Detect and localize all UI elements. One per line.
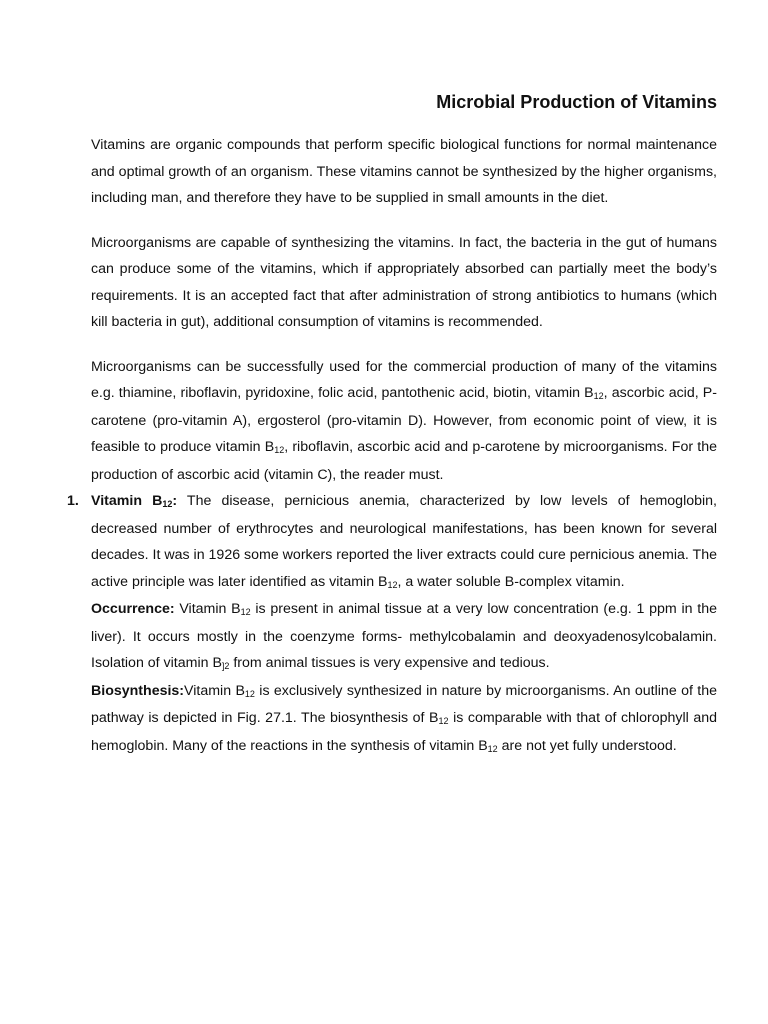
- paragraph-biosynthesis: [91, 678, 717, 761]
- subscript: 12: [487, 743, 498, 754]
- subscript: 12: [240, 607, 251, 617]
- heading-colon: :: [172, 493, 178, 509]
- text-run: is exclusively synthesized in nature by microorganisms. An outline of the pathway is depicted in Fig. 27.1. The biosynthesis of B: [91, 682, 717, 726]
- text-run: is comparable with that of chlorophyll and hemoglobin. Many of the reactions in the synthesis of vitamin B: [91, 710, 717, 754]
- text-run: , ascorbic acid, P-carotene (pro-vitamin A), ergosterol (pro-vitamin D). However, from economic point of view, it is feasible to produce vitamin B: [91, 385, 717, 455]
- text-run: Microorganisms can be successfully used for the commercial production of many of the vitamins e.g. thiamine, riboflavin, pyridoxine, folic acid, pantothenic acid, biotin, vitamin B: [91, 358, 717, 401]
- text-run: , a water soluble B-complex vitamin.: [397, 573, 625, 590]
- subscript: 12: [244, 688, 255, 699]
- document-body: [67, 132, 717, 760]
- list-number: 1.: [67, 493, 79, 509]
- biosynthesis-label: Biosynthesis:: [91, 682, 185, 699]
- paragraph-commercial-production: [91, 354, 717, 489]
- text-run: is present in animal tissue at a very low concentration (e.g. 1 ppm in the liver). It occurs mostly in the coenzyme forms- methylcobalamin and deoxyadenosylcobalamin. Isolation of vitamin B: [91, 601, 717, 671]
- subscript: 12: [593, 391, 604, 401]
- text-run: are not yet fully understood.: [497, 737, 677, 754]
- paragraph-vitamins-intro: Vitamins are organic compounds that perform specific biological functions for normal maintenance and optimal growth of an organism. These vitamins cannot be synthesized by the higher organisms, including man, and therefore they have to be supplied in small amounts in the diet.: [91, 137, 717, 206]
- subscript: 12: [162, 499, 173, 509]
- occurrence-label: Occurrence:: [91, 601, 175, 617]
- item-heading: [91, 493, 177, 509]
- text-run: , riboflavin, ascorbic acid and p-carotene by microorganisms. For the production of ascorbic acid (vitamin C), the reader must.: [91, 439, 717, 483]
- text-run: Vitamin B: [184, 682, 245, 699]
- text-run: from animal tissues is very expensive and tedious.: [229, 655, 550, 671]
- list-item-vitamin-b12: [67, 488, 717, 596]
- text-run: Vitamin B: [174, 601, 241, 617]
- paragraph-microorganisms: Microorganisms are capable of synthesizing the vitamins. In fact, the bacteria in the gut of humans can produce some of the vitamins, which if appropriately absorbed can partially meet the body’s requirements. It is an accepted fact that after administration of strong antibiotics to humans (which kill bacteria in gut), additional consumption of vitamins is recommended.: [91, 234, 717, 330]
- subscript: 12: [438, 716, 449, 726]
- text-run: The disease, pernicious anemia, characterized by low levels of hemoglobin, decreased number of erythrocytes and neurological manifestations, has been known for several decades. It was in 1926 some workers reported the liver extracts could cure pernicious anemia. The active principle was later identified as vitamin B: [91, 493, 717, 590]
- paragraph-occurrence: [91, 596, 717, 678]
- heading-text: Vitamin B: [91, 493, 163, 509]
- subscript: ]2: [221, 661, 230, 671]
- subscript: 12: [387, 579, 398, 590]
- subscript: 12: [274, 445, 285, 455]
- page-title: Microbial Production of Vitamins: [436, 92, 717, 112]
